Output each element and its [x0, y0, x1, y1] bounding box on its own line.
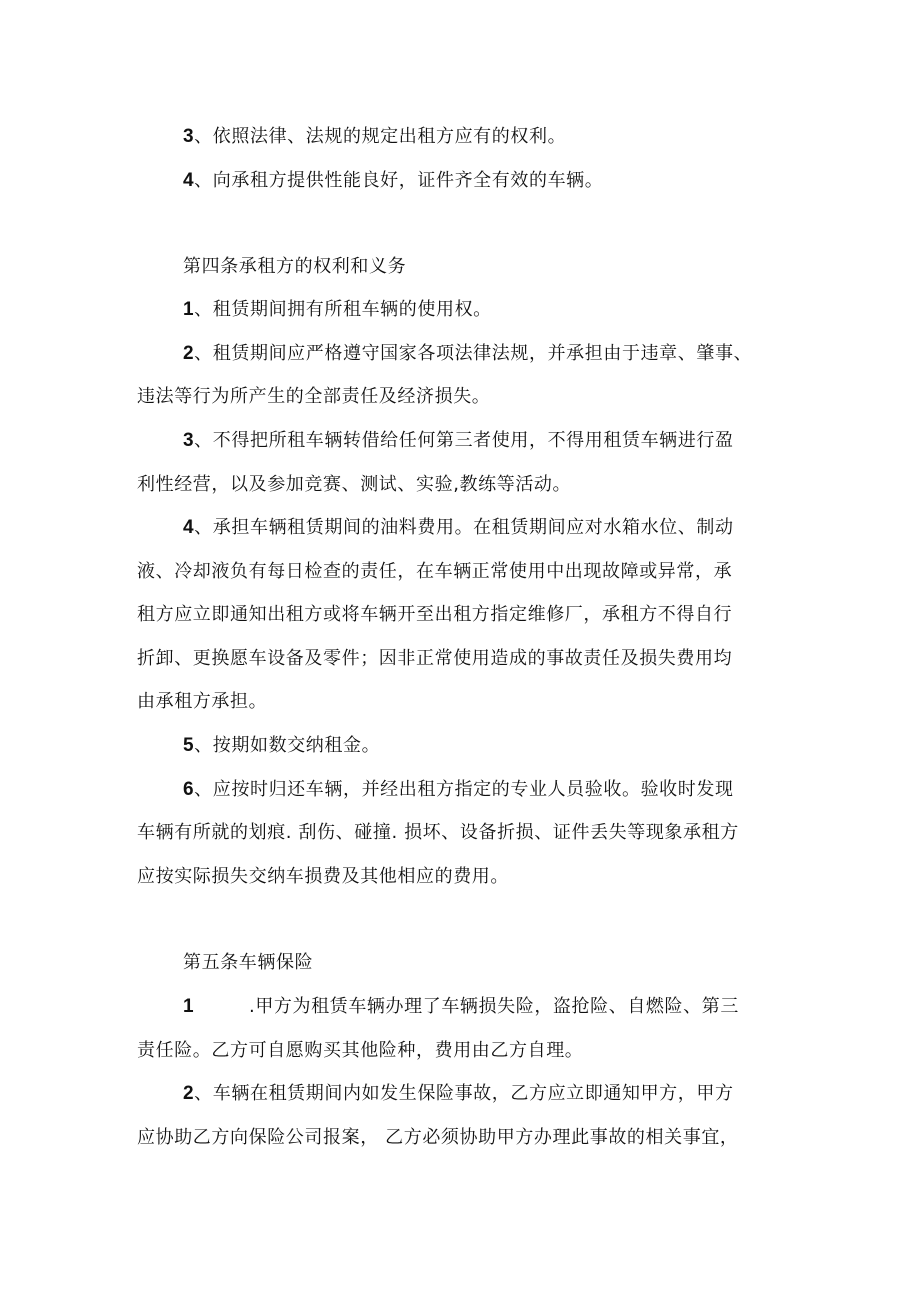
- article4-item4-line5: 由承租方承担。: [137, 691, 268, 712]
- article4-item3-line1: [183, 429, 734, 453]
- article4-item3-line2: 利性经营，以及参加竞赛、测试、实验,教练等活动。: [137, 474, 572, 495]
- item-number: 3: [183, 126, 195, 147]
- item-number: 4: [183, 517, 195, 538]
- article4-item4-line1: [183, 516, 734, 540]
- article4-item4-line4: 折卸、更换愿车设备及零件；因非正常使用造成的事故责任及损失费用均: [137, 648, 733, 669]
- article4-item6-line2: 车辆有所就的划痕. 刮伤、碰撞. 损坏、设备折损、证件丢失等现象承租方: [137, 822, 739, 843]
- item-text: .甲方为租赁车辆办理了车辆损失险，盗抢险、自燃险、第三: [249, 996, 739, 1017]
- article4-item2-line1: [183, 342, 752, 366]
- article4-item6-line1: [183, 778, 734, 802]
- item-text: 、车辆在租赁期间内如发生保险事故，乙方应立即通知甲方，甲方: [194, 1083, 734, 1104]
- article4-item5: [183, 734, 380, 758]
- item-number: 1: [183, 996, 195, 1017]
- article5-item1-line2: 责任险。乙方可自愿购买其他险种，费用由乙方自理。: [137, 1040, 584, 1061]
- item-number: 2: [183, 343, 195, 364]
- article4-heading: 第四条承租方的权利和义务: [183, 256, 407, 277]
- item-text: 、按期如数交纳租金。: [194, 735, 381, 756]
- item-text: 、依照法律、法规的规定出租方应有的权利。: [194, 126, 567, 147]
- article5-item1-line1: [183, 995, 739, 1019]
- article5-heading: 第五条车辆保险: [183, 952, 314, 973]
- item-number: 3: [183, 430, 195, 451]
- article4-item2-line2: 违法等行为所产生的全部责任及经济损失。: [137, 386, 491, 407]
- article5-item2-line2: 应协助乙方向保险公司报案， 乙方必须协助甲方办理此事故的相关事宜，: [137, 1127, 739, 1148]
- item-text: 、应按时归还车辆，并经出租方指定的专业人员验收。验收时发现: [194, 779, 734, 800]
- article4-item6-line3: 应按实际损失交纳车损费及其他相应的费用。: [137, 866, 509, 887]
- item-text: 、租赁期间应严格遵守国家各项法律法规，并承担由于违章、肇事、: [194, 343, 753, 364]
- item-text: 、承担车辆租赁期间的油料费用。在租赁期间应对水箱水位、制动: [194, 517, 734, 538]
- item-text: 、向承租方提供性能良好，证件齐全有效的车辆。: [194, 170, 604, 191]
- item-number: 5: [183, 735, 195, 756]
- article3-item4: [183, 169, 603, 193]
- item-number: 4: [183, 170, 195, 191]
- item-text: 、租赁期间拥有所租车辆的使用权。: [194, 299, 492, 320]
- article4-item1: [183, 298, 492, 322]
- article4-item4-line3: 租方应立即通知出租方或将车辆开至出租方指定维修厂，承租方不得自行: [137, 604, 733, 625]
- article5-item2-line1: [183, 1082, 734, 1106]
- article3-item3: [183, 125, 566, 149]
- item-number: 2: [183, 1083, 195, 1104]
- item-number: 6: [183, 779, 195, 800]
- item-text: 、不得把所租车辆转借给任何第三者使用，不得用租赁车辆进行盈: [194, 430, 734, 451]
- item-number: 1: [183, 299, 195, 320]
- article4-item4-line2: 液、冷却液负有每日检查的责任，在车辆正常使用中出现故障或异常，承: [137, 561, 733, 582]
